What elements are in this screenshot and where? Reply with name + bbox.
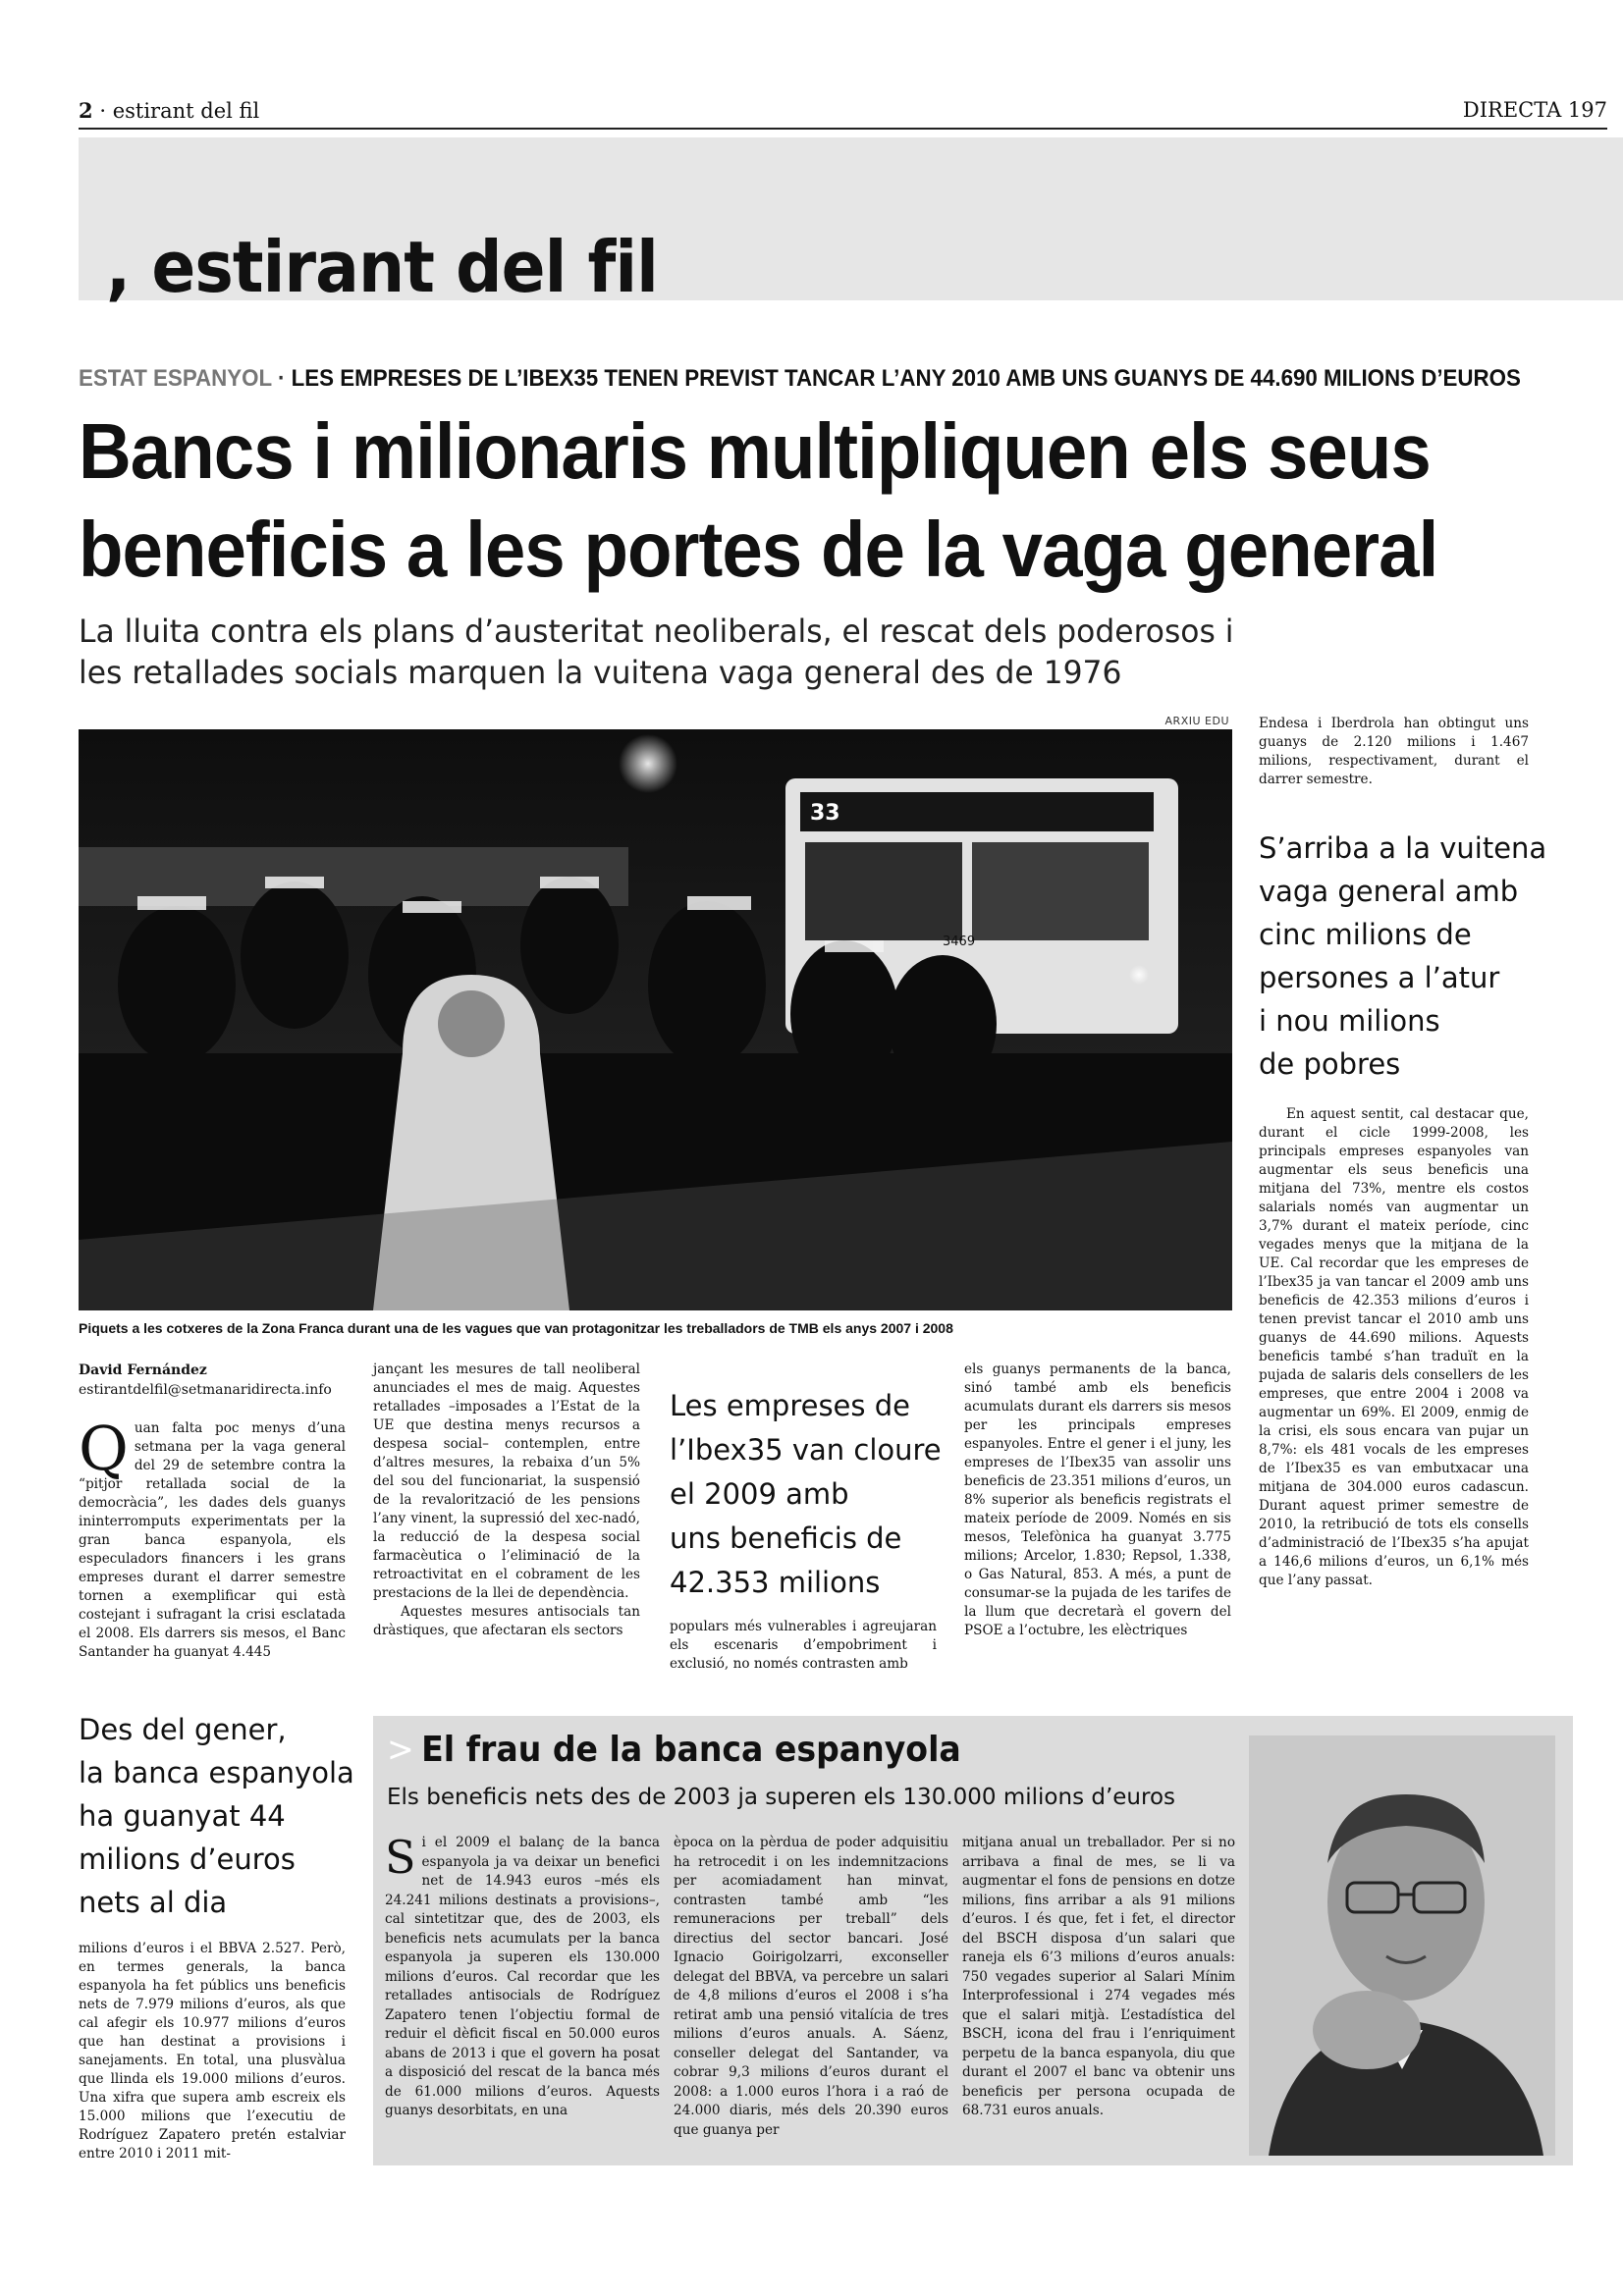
article-text: uan falta poc menys d’una setmana per la vaga general del 29 de setembre contra la “pitjor retallada social de la democràcia”, les dades dels guanys ininterromputs experimentats per la gran banca espanyola, els especuladors financers i les grans empreses durant el darrer semestre tornen a exemplificar qui està costejant i sufragant la crisi esclatada el 2008. Els darrers sis mesos, el Banc Santander ha guanyat 4.445	[79, 1420, 346, 1660]
sidebar-box	[373, 1716, 1573, 2165]
sidebar-text: i el 2009 el balanç de la banca espanyola ja va deixar un benefici net de 14.943 euros –més els 24.241 milions destinats a provisions–, cal sintetitzar que, des de 2003, els beneficis nets acumulats per la banca espanyola ja superen els 130.000 milions d’euros. Cal recordar que les retallades antisocials de Rodríguez Zapatero tenen l’objectiu formal de reduir el dèficit fiscal en 50.000 euros abans de 2013 i que el govern ha posat a disposició del rescat de la banca més de 61.000 milions d’euros. Aquests guanys desorbitats, en una	[385, 1835, 660, 2118]
kicker	[79, 365, 1521, 393]
running-head	[79, 98, 1607, 130]
pull-quote-line: Les empreses de	[670, 1389, 910, 1422]
running-head-section: estirant del fil	[112, 99, 260, 123]
sidebar-marker: >	[387, 1730, 414, 1770]
pull-quote-bottom-left	[79, 1708, 363, 1924]
standfirst: La lluita contra els plans d’austeritat neoliberals, el rescat dels poderosos i les retallades socials marquen la vuitena vaga general des de 1976	[79, 613, 1234, 691]
article-column-5-bottom	[1259, 1105, 1529, 1590]
article-paragraph: jançant les mesures de tall neoliberal anunciades el mes de maig. Aquestes retallades –imposades a l’Estat de la UE que destina menys recursos a despesa social– contemplen, entre d’altres mesures, la rebaixa d’un 5% del sou del funcionariat, la suspensió de la revalorització de les pensions l’any vinent, la supressió del xec-nadó, la reducció de la despesa social farmacèutica o l’eliminació de la retroactivitat en el cobrament de les prestacions de la llei de dependència.	[373, 1362, 640, 1601]
pull-quote-line: persones a l’atur	[1259, 961, 1500, 994]
running-head-left	[79, 98, 259, 123]
article-paragraph: Aquestes mesures antisocials tan dràstiques, que afectaran els sectors	[373, 1604, 640, 1638]
sidebar-text: època on la pèrdua de poder adquisitiu ha retrocedit i on les indemnitzacions per acomiadament han minvat, contrasten també amb “les remuneracions per treball” dels directius del sector bancari. José Ignacio Goirigolzarri, exconseller delegat del BBVA, va percebre un salari de 4,8 milions d’euros el 2008 i s’ha retirat amb una pensió vitalícia de tres milions d’euros anuals. A. Sáenz, conseller delegat del Santander, va cobrar 9,3 milions d’euros durant el 2008: a 1.000 euros l’hora i a raó de 24.000 diaris, més dels 20.390 euros que guanya per	[674, 1835, 948, 2138]
article-paragraph: els guanys permanents de la banca, sinó també amb els beneficis acumulats durant els darrers sis mesos per les principals empreses espanyoles. Entre el gener i el juny, les empreses de l’Ibex35 van assolir uns beneficis de 23.351 milions d’euros, un 8% superior als beneficis registrats el mateix període de 2009. Només en sis mesos, Telefònica ha guanyat 3.775 milions; Arcelor, 1.830; Repsol, 1.338, o Gas Natural, 853. A més, a punt de consumar-se la pujada de les tarifes de la llum que decretarà el govern del PSOE a l’octubre, les elèctriques	[964, 1362, 1231, 1638]
photo-illustration	[79, 729, 1232, 1310]
pull-quote-line: cinc milions de	[1259, 918, 1472, 951]
pull-quote-line: i nou milions	[1259, 1004, 1440, 1038]
pull-quote-right	[1259, 827, 1553, 1086]
bus-route-number: 33	[810, 801, 840, 826]
pull-quote-line: el 2009 amb	[670, 1477, 849, 1511]
sidebar-title	[387, 1730, 961, 1770]
news-photo	[79, 729, 1232, 1310]
article-column-3	[670, 1618, 937, 1674]
photo-caption: Piquets a les cotxeres de la Zona Franca durant una de les vagues que van protagonitzar les treballadors de TMB els anys 2007 i 2008	[79, 1320, 953, 1336]
article-paragraph: milions d’euros i el BBVA 2.527. Però, en termes generals, la banca espanyola ha fet públics uns beneficis nets de 7.979 milions d’euros, als que cal afegir els 10.977 milions d’euros que han destinat a provisions i sanejaments. En total, una plusvàlua que llinda els 19.000 milions d’euros. Una xifra que supera amb escreix els 15.000 milions que l’executiu de Rodríguez Zapatero pretén estalviar entre 2010 i 2011 mit-	[79, 1941, 346, 2162]
article-column-1	[79, 1413, 346, 1662]
sidebar-column-3	[962, 1834, 1235, 2121]
page-number: 2	[79, 98, 93, 123]
sidebar-subtitle: Els beneficis nets des de 2003 ja superen els 130.000 milions d’euros	[387, 1785, 1176, 1810]
article-paragraph: populars més vulnerables i agreujaran els escenaris d’empobriment i exclusió, no només contrasten amb	[670, 1619, 937, 1672]
pull-quote-middle	[670, 1384, 945, 1605]
banker-portrait	[1249, 1735, 1555, 2156]
pull-quote-line: S’arriba a la vuitena	[1259, 831, 1547, 865]
pull-quote-line: la banca espanyola	[79, 1756, 354, 1789]
sidebar-title-text: El frau de la banca espanyola	[421, 1730, 961, 1770]
running-head-separator: ·	[99, 99, 106, 123]
headline: Bancs i milionaris multipliquen els seus beneficis a les portes de la vaga general	[79, 407, 1438, 593]
byline	[79, 1361, 346, 1400]
sidebar-text: mitjana anual un treballador. Per si no arribava a final de mes, se li va augmentar el fons de pensions en dotze milions, fins arribar a als 91 milions d’euros. I és que, fet i fet, el director del BSCH disposa d’un salari que raneja els 6’3 milions d’euros anuals: 750 vegades superior al Salari Mínim Interprofessional i 274 vegades més que el salari mitjà. L’estadística del BSCH, icona del frau i l’enriquiment perpetu de la banca espanyola, diu que durant el 2007 el banc va obtenir uns beneficis per persona ocupada de 68.731 euros anuals.	[962, 1835, 1235, 2118]
article-paragraph: En aquest sentit, cal destacar que, durant el cicle 1999-2008, les principals empreses espanyoles van augmentar els seus beneficis una mitjana del 73%, mentre els costos salarials només van augmentar un 3,7% durant el mateix període, cinc vegades menys que la mitjana de la UE. Cal recordar que les empreses de l’Ibex35 ja van tancar el 2009 amb uns beneficis de 42.353 milions d’euros i tenen previst tancar el 2010 amb uns guanys de 44.690 milions. Aquests beneficis també s’han traduït en la pujada de salaris dels consellers de les empreses, que entre 2004 i 2008 va augmentar un 69%. El 2009, enmig de la crisi, els sous encara van pujar un 8,7%: els 481 vocals de les empreses de l’Ibex35 es van embutxacar una mitjana de 304.000 euros cadascun. Durant aquest primer semestre de 2010, la retribució de tots els consells d’administració de l’Ibex35 s’ha apujat a 146,6 milions d’euros, un 6,1% més que l’any passat.	[1259, 1106, 1529, 1588]
article-column-4	[964, 1361, 1231, 1640]
kicker-separator: ·	[277, 365, 286, 392]
kicker-text: LES EMPRESES DE L’IBEX35 TENEN PREVIST TANCAR L’ANY 2010 AMB UNS GUANYS DE 44.690 MILIONS D’EUROS	[291, 365, 1521, 392]
sidebar-column-2	[674, 1834, 948, 2140]
portrait-illustration	[1249, 1735, 1555, 2156]
pull-quote-line: uns beneficis de	[670, 1522, 902, 1555]
drop-cap: Q	[79, 1413, 129, 1484]
floodlight	[619, 734, 677, 793]
pull-quote-line: ha guanyat 44	[79, 1799, 286, 1833]
pull-quote-line: milions d’euros	[79, 1842, 296, 1876]
pull-quote-line: de pobres	[1259, 1047, 1401, 1081]
article-column-bottom-left	[79, 1940, 346, 2163]
pull-quote-line: nets al dia	[79, 1886, 228, 1919]
pull-quote-line: vaga general amb	[1259, 875, 1519, 908]
sidebar-drop-cap: S	[385, 1831, 416, 1884]
sidebar-column-1	[385, 1831, 660, 2121]
photo-credit: ARXIU EDU	[1164, 715, 1229, 727]
pull-quote-line: l’Ibex35 van cloure	[670, 1433, 942, 1467]
pull-quote-line: Des del gener,	[79, 1713, 287, 1746]
publication-name: DIRECTA 197	[1462, 98, 1607, 122]
section-title: , estirant del fil	[106, 226, 658, 308]
author-email[interactable]: estirantdelfil@setmanaridirecta.info	[79, 1382, 332, 1398]
pull-quote-line: 42.353 milions	[670, 1566, 881, 1599]
author-name: David Fernández	[79, 1362, 207, 1378]
article-column-5-top	[1259, 715, 1529, 789]
article-paragraph: Endesa i Iberdrola han obtingut uns guanys de 2.120 milions i 1.467 milions, respectivament, durant el darrer semestre.	[1259, 716, 1529, 787]
kicker-region: ESTAT ESPANYOL	[79, 365, 272, 392]
bus-fleet-number: 3469	[943, 934, 976, 949]
article-column-2	[373, 1361, 640, 1640]
